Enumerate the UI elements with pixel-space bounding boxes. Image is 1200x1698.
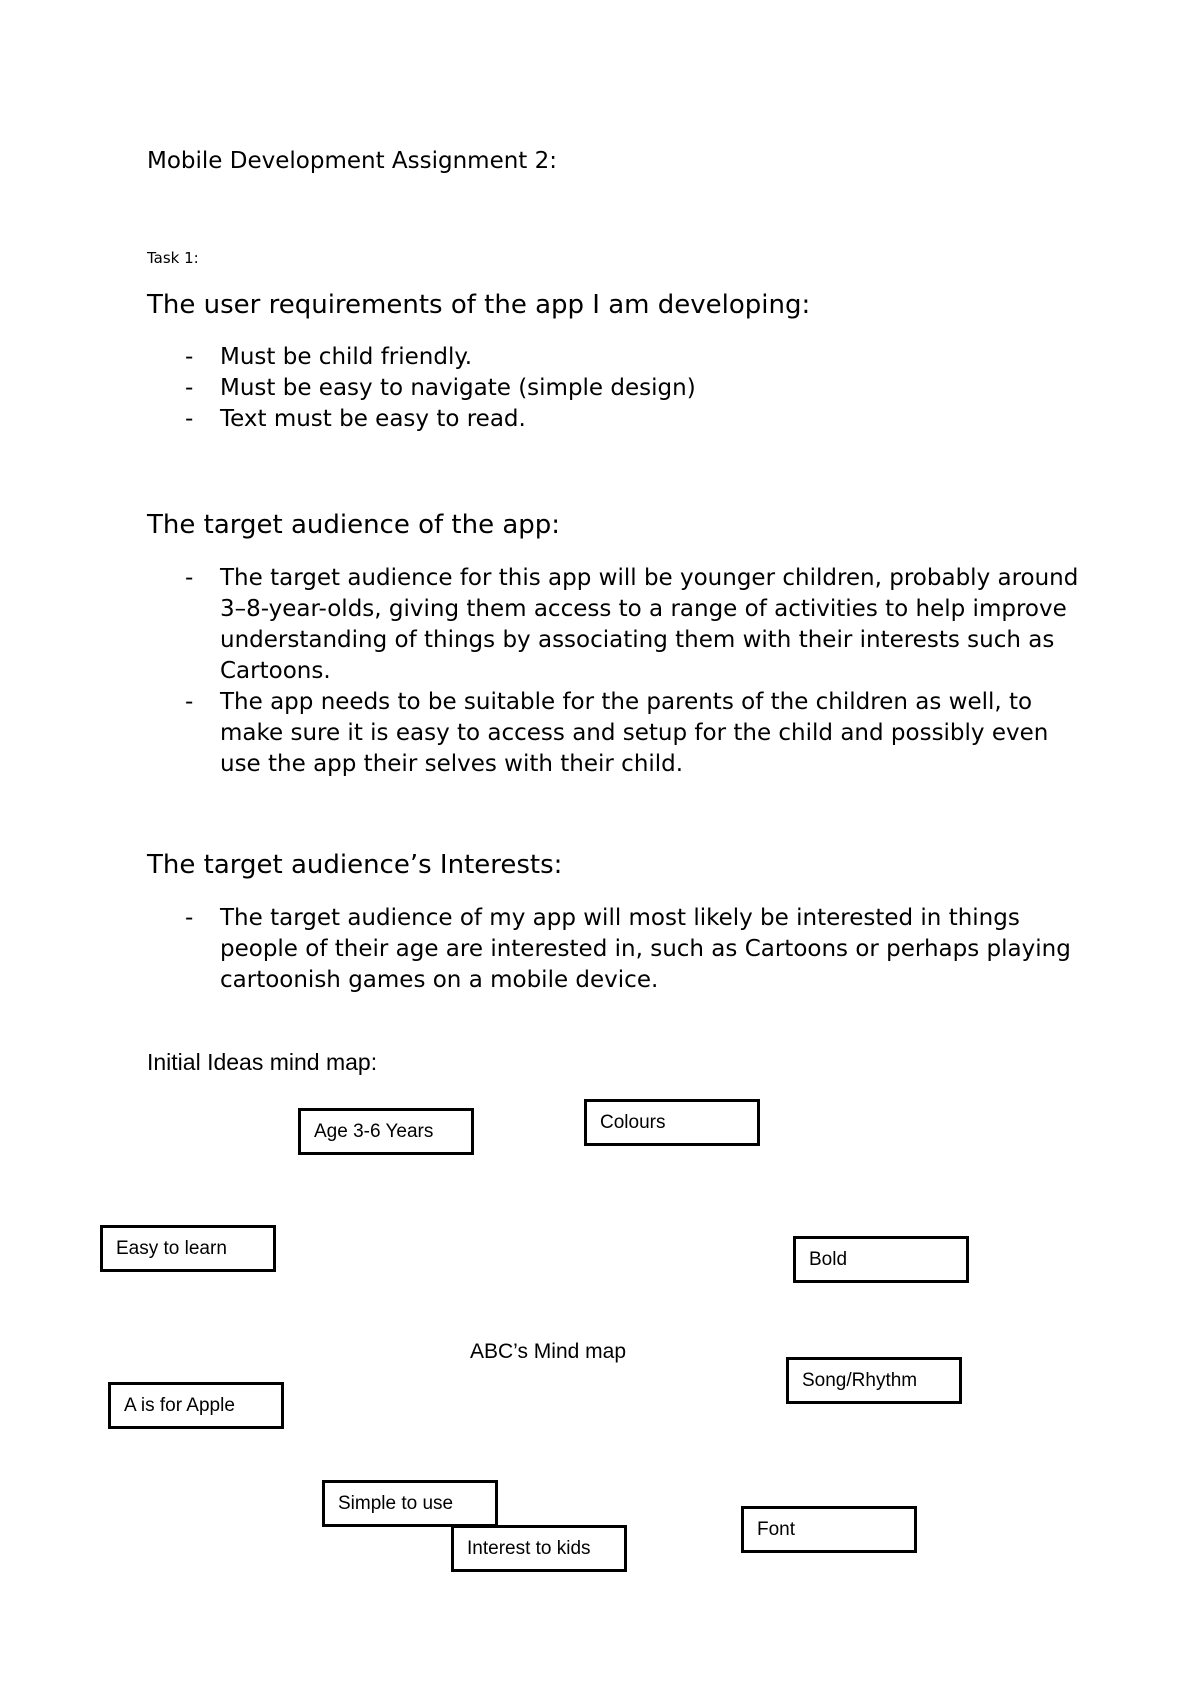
mind-map-node: Colours xyxy=(584,1099,760,1146)
list-item-text: The app needs to be suitable for the parents of the children as well, to make sure it is easy to access and setup for the child and possibly even use the app their selves with their child. xyxy=(220,689,1049,777)
mind-map-node: Font xyxy=(741,1506,917,1553)
list-item-text: The target audience of my app will most likely be interested in things people of their age are interested in, such as Cartoons or perhaps playing cartoonish games on a mobile device. xyxy=(220,905,1071,993)
mind-map-node: Bold xyxy=(793,1236,969,1283)
mind-map-node: Simple to use xyxy=(322,1480,498,1527)
mind-map-node: A is for Apple xyxy=(108,1382,284,1429)
bullet-dash: - xyxy=(185,406,194,432)
bullet-dash: - xyxy=(185,565,194,591)
mind-map-node: Interest to kids xyxy=(451,1525,627,1572)
section-heading-requirements: The user requirements of the app I am developing: xyxy=(147,290,811,320)
bullet-dash: - xyxy=(185,344,194,370)
bullet-dash: - xyxy=(185,905,194,931)
mind-map-center-label: ABC’s Mind map xyxy=(470,1340,627,1363)
mind-map-node: Song/Rhythm xyxy=(786,1357,962,1404)
task-label: Task 1: xyxy=(147,249,199,267)
bullet-dash: - xyxy=(185,375,194,401)
section-heading-interests: The target audience’s Interests: xyxy=(147,850,563,880)
section-heading-target-audience: The target audience of the app: xyxy=(147,510,561,540)
bullet-dash: - xyxy=(185,689,194,715)
document-title: Mobile Development Assignment 2: xyxy=(147,148,558,174)
list-item-text: The target audience for this app will be younger children, probably around 3–8-year-olds, giving them access to a range of activities to help improve understanding of things by associating them with their interests such as Cartoons. xyxy=(220,565,1079,684)
list-item-text: Must be easy to navigate (simple design) xyxy=(220,375,696,401)
mind-map-node: Age 3-6 Years xyxy=(298,1108,474,1155)
list-item-text: Must be child friendly. xyxy=(220,344,473,370)
list-item-text: Text must be easy to read. xyxy=(220,406,526,432)
mind-map-node: Easy to learn xyxy=(100,1225,276,1272)
mind-map-label: Initial Ideas mind map: xyxy=(147,1049,378,1075)
